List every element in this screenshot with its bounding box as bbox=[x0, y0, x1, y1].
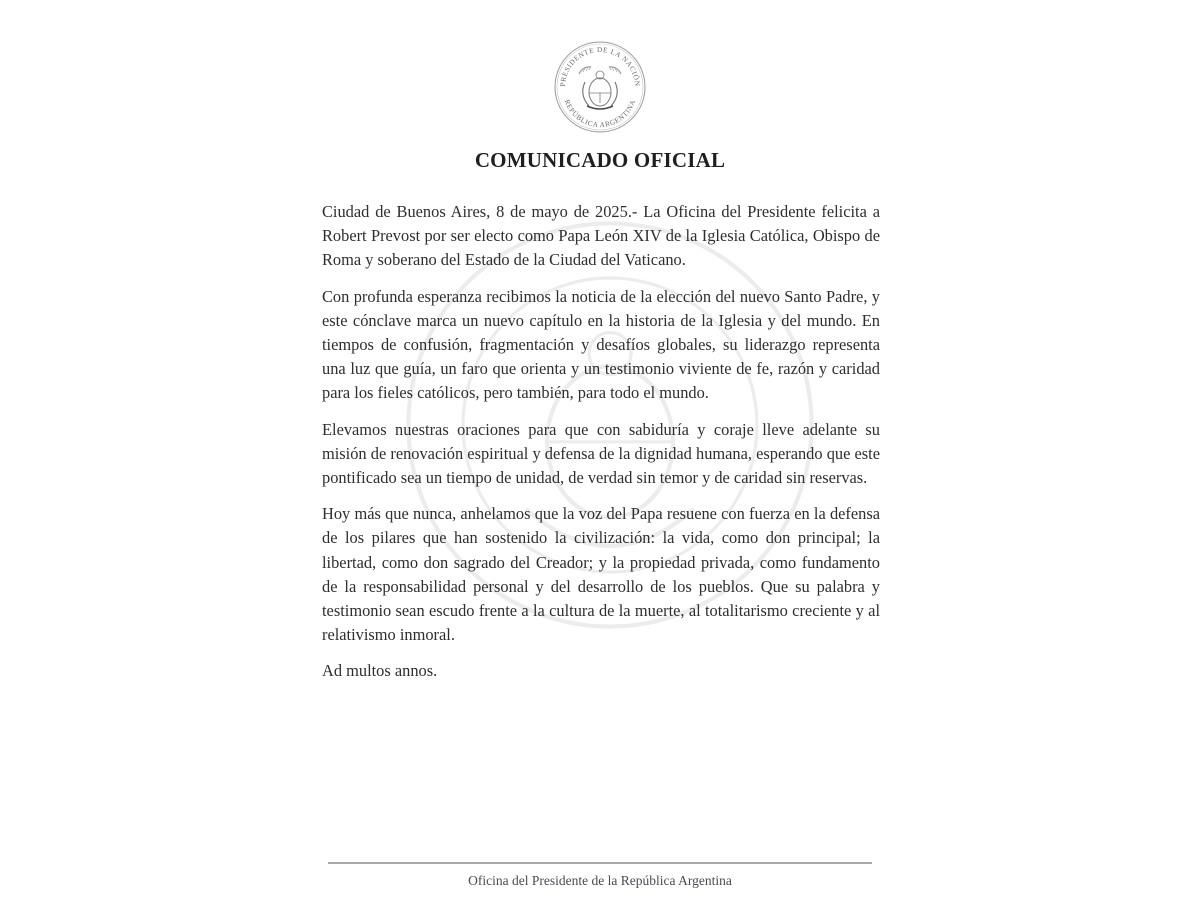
footer-office-name: Oficina del Presidente de la República Argentina bbox=[468, 873, 732, 888]
svg-text:PRESIDENTE DE LA NACIÓN: PRESIDENTE DE LA NACIÓN bbox=[558, 45, 642, 87]
presidential-seal-icon bbox=[549, 40, 651, 134]
paragraph-hope: Con profunda esperanza recibimos la noticia de la elección del nuevo Santo Padre, y este cónclave marca un nuevo capítulo en la historia de la Iglesia y del mundo. En tiempos de confusión, fragmentación y desafíos globales, su liderazgo representa una luz que guía, un faro que orienta y un testimonio viviente de fe, razón y caridad para los fieles católicos, pero también, para todo el mundo. bbox=[322, 286, 880, 403]
svg-text:REPÚBLICA ARGENTINA: REPÚBLICA ARGENTINA bbox=[562, 98, 638, 130]
document-title: COMUNICADO OFICIAL bbox=[474, 148, 726, 172]
paragraph-prayers: Elevamos nuestras oraciones para que con sabiduría y coraje lleve adelante su misión de renovación espiritual y defensa de la dignidad humana, esperando que este pontificado sea un tiempo de unidad, de verdad sin temor y de caridad sin reservas. bbox=[322, 419, 880, 488]
document-body bbox=[322, 200, 880, 696]
paragraph-intro: Ciudad de Buenos Aires, 8 de mayo de 2025.- La Oficina del Presidente felicita a Robert Prevost por ser electo como Papa León XIV de la Iglesia Católica, Obispo de Roma y soberano del Estado de la Ciudad del Vaticano. bbox=[322, 202, 880, 270]
paragraph-pillars: Hoy más que nunca, anhelamos que la voz del Papa resuene con fuerza en la defensa de los pilares que han sostenido la civilización: la vida, como don principal; la libertad, como don sagrado del Creador; y la propiedad privada, como fundamento de la responsabilidad personal y del desarrollo de los pueblos. Que su palabra y testimonio sean escudo frente a la cultura de la muerte, al totalitarismo creciente y al relativismo inmoral. bbox=[322, 504, 880, 645]
paragraph-closing: Ad multos annos. bbox=[322, 661, 438, 681]
footer-divider bbox=[328, 862, 872, 864]
